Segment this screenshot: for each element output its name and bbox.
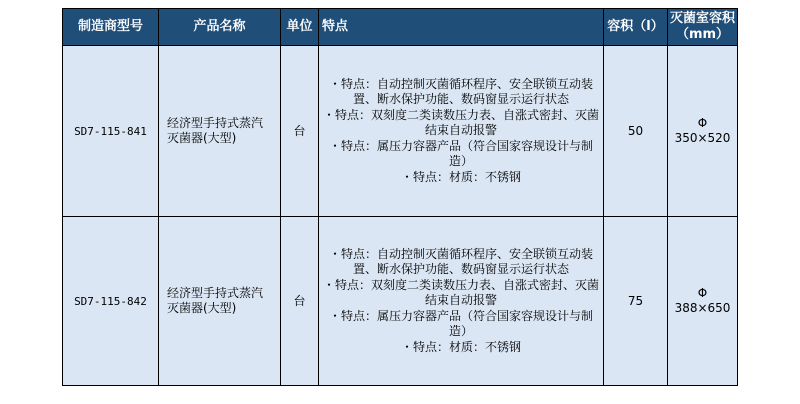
model-cell: SD7-115-842 — [63, 217, 159, 386]
header-dimension: 灭菌室容积（mm） — [668, 9, 738, 46]
model-cell: SD7-115-841 — [63, 46, 159, 217]
unit-cell: 台 — [281, 46, 319, 217]
feature-item: ・特点：自动控制灭菌循环程序、安全联锁互动装置、断水保护功能、数码窗显示运行状态 — [328, 76, 593, 107]
diameter-symbol: Φ — [697, 286, 708, 300]
dimension-cell — [668, 217, 738, 386]
feature-item: ・特点：材质：不锈钢 — [400, 339, 521, 354]
header-row — [63, 9, 738, 46]
dimension-value: 388×650 — [674, 301, 731, 315]
features-cell — [319, 46, 604, 217]
feature-item: ・特点：材质：不锈钢 — [400, 169, 521, 184]
product-name-cell: 经济型手持式蒸汽灭菌器(大型) — [159, 217, 281, 386]
feature-item: ・特点：双刻度二类读数压力表、自涨式密封、灭菌结束自动报警 — [323, 107, 600, 138]
feature-item: ・特点：自动控制灭菌循环程序、安全联锁互动装置、断水保护功能、数码窗显示运行状态 — [328, 246, 593, 277]
diameter-symbol: Φ — [697, 116, 708, 130]
dimension-value: 350×520 — [674, 131, 731, 145]
capacity-cell: 75 — [604, 217, 668, 386]
capacity-cell: 50 — [604, 46, 668, 217]
features-cell — [319, 217, 604, 386]
feature-item: ・特点：属压力容器产品（符合国家容规设计与制造） — [328, 308, 593, 339]
product-name-cell: 经济型手持式蒸汽灭菌器(大型) — [159, 46, 281, 217]
header-model: 制造商型号 — [63, 9, 159, 46]
feature-item: ・特点：属压力容器产品（符合国家容规设计与制造） — [328, 138, 593, 169]
dimension-cell — [668, 46, 738, 217]
product-table — [62, 8, 738, 386]
header-capacity: 容积（l） — [604, 9, 668, 46]
table-row — [63, 217, 738, 386]
table-row — [63, 46, 738, 217]
unit-cell: 台 — [281, 217, 319, 386]
header-features: 特点 — [319, 9, 604, 46]
header-name: 产品名称 — [159, 9, 281, 46]
feature-item: ・特点：双刻度二类读数压力表、自涨式密封、灭菌结束自动报警 — [323, 277, 600, 308]
header-unit: 单位 — [281, 9, 319, 46]
